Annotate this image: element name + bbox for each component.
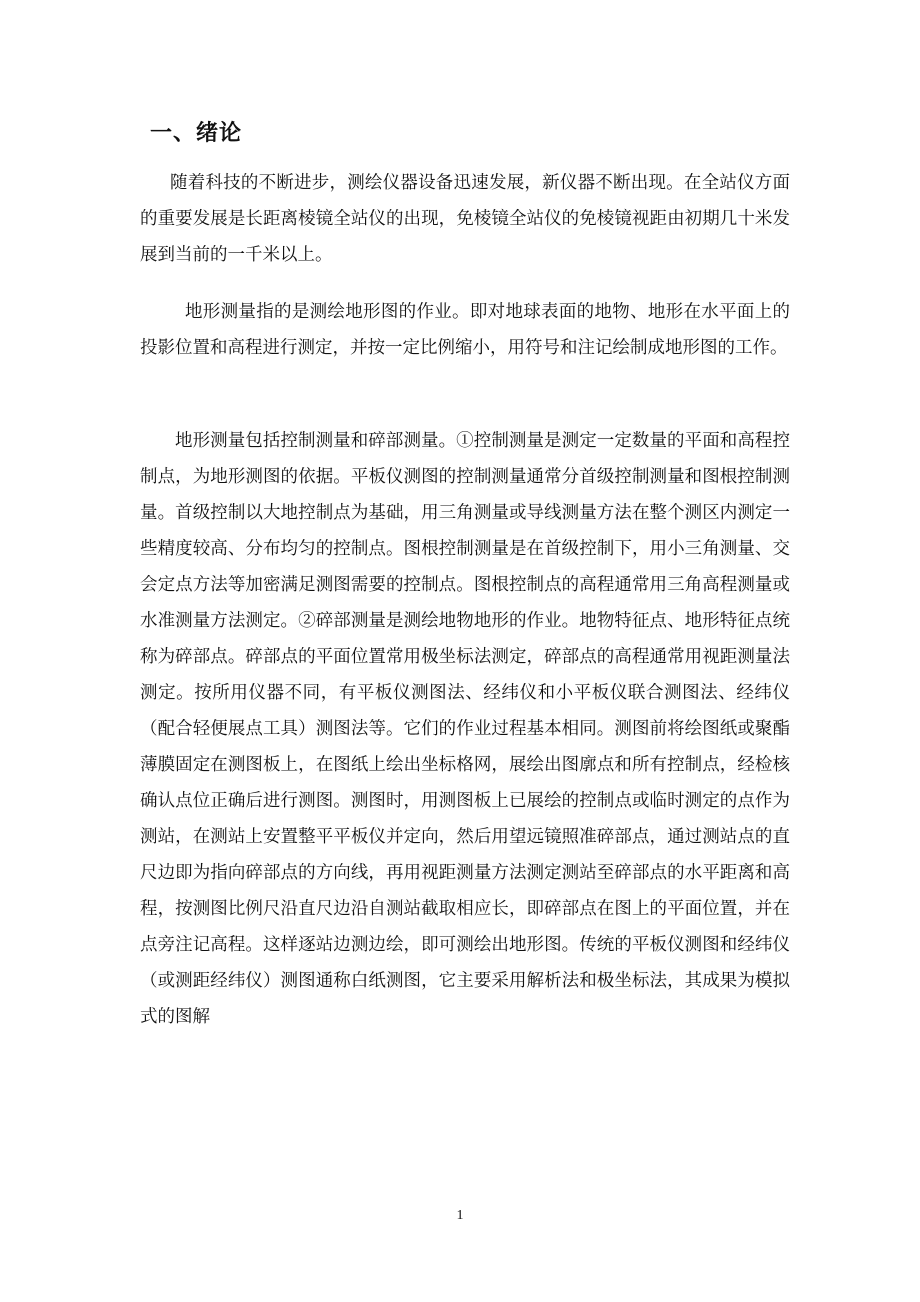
section-heading: 一、绪论 bbox=[150, 121, 243, 146]
page-number: 1 bbox=[456, 1208, 464, 1223]
paragraph-definition: 地形测量指的是测绘地形图的作业。即对地球表面的地物、地形在水平面上的投影位置和高程进行测定，并按一定比例缩小，用符号和注记绘制成地形图的工作。 bbox=[140, 302, 790, 358]
paragraph-measurement-process: 地形测量包括控制测量和碎部测量。①控制测量是测定一定数量的平面和高程控制点，为地形测图的依据。平板仪测图的控制测量通常分首级控制测量和图根控制测量。首级控制以大地控制点为基础，用三角测量或导线测量方法在整个测区内测定一些精度较高、分布均匀的控制点。图根控制测量是在首级控制下，用小三角测量、交会定点方法等加密满足测图需要的控制点。图根控制点的高程通常用三角高程测量或水准测量方法测定。②碎部测量是测绘地物地形的作业。地物特征点、地形特征点统称为碎部点。碎部点的平面位置常用极坐标法测定，碎部点的高程通常用视距测量法测定。按所用仪器不同，有平板仪测图法、经纬仪和小平板仪联合测图法、经纬仪（配合轻便展点工具）测图法等。它们的作业过程基本相同。测图前将绘图纸或聚酯薄膜固定在测图板上，在图纸上绘出坐标格网，展绘出图廓点和所有控制点，经检核确认点位正确后进行测图。测图时，用测图板上已展绘的控制点或临时测定的点作为测站，在测站上安置整平平板仪并定向，然后用望远镜照准碎部点，通过测站点的直尺边即为指向碎部点的方向线，再用视距测量方法测定测站至碎部点的水平距离和高程，按测图比例尺沿直尺边沿自测站截取相应长，即碎部点在图上的平面位置，并在点旁注记高程。这样逐站边测边绘，即可测绘出地形图。传统的平板仪测图和经纬仪（或测距经纬仪）测图通称白纸测图，它主要采用解析法和极坐标法，其成果为模拟式的图解 bbox=[140, 431, 790, 1027]
paragraph-introduction: 随着科技的不断进步，测绘仪器设备迅速发展，新仪器不断出现。在全站仪方面的重要发展是长距离棱镜全站仪的出现，免棱镜全站仪的免棱镜视距由初期几十米发展到当前的一千米以上。 bbox=[140, 173, 790, 265]
